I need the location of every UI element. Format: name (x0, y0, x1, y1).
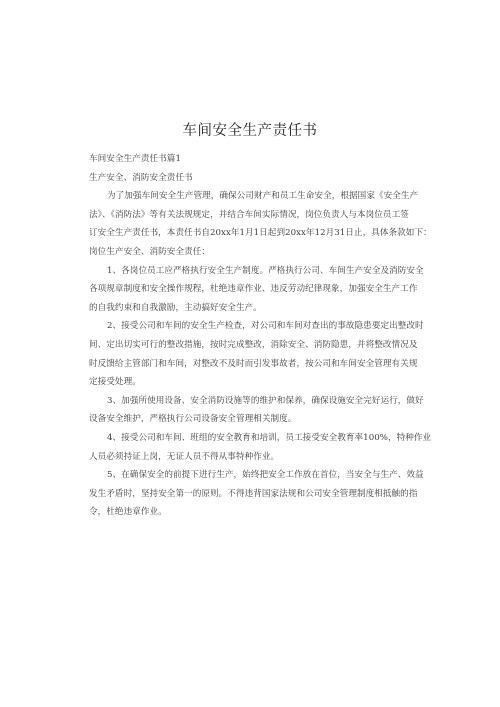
item-4-line: 4、接受公司和车间、班组的安全教育和培训，员工接受安全教育率100%，特种作业 (107, 432, 432, 443)
item-5-line: 5、在确保安全的前提下进行生产，始终把安全工作放在首位，当安全与生产、效益 (107, 470, 424, 481)
item-2-line: 时反馈给主管部门和车间，对整改不及时而引发事故者，按公司和车间安全管理有关规 (89, 358, 418, 369)
item-3-line: 设备安全维护，严格执行公司设备安全管理相关制度。 (89, 414, 297, 425)
item-3-line: 3、加强所使用设备、安全消防设施等的维护和保养，确保设施安全完好运行，做好 (107, 395, 424, 406)
item-2-line: 间、定出切实可行的整改措施，按时完成整改，消除安全、消防隐患，并将整改情况及 (89, 339, 418, 350)
item-1-line: 各项规章制度和安全操作规程，杜绝违章作业、违反劳动纪律现象，加强安全生产工作 (89, 284, 418, 295)
intro-line: 岗位生产安全、消防安全责任： (89, 246, 211, 257)
item-4-line: 人员必须持证上岗，无证人员不得从事特种作业。 (89, 451, 280, 462)
section-line: 生产安全、消防安全责任书 (89, 172, 193, 183)
item-1-line: 1、各岗位员工应严格执行安全生产制度。严格执行公司、车间生产安全及消防安全 (107, 265, 424, 276)
intro-line: 法》、《消防法》等有关法规规定，并结合车间实际情况，岗位负责人与本岗位员工签 (89, 209, 409, 220)
intro-line: 为了加强车间安全生产管理，确保公司财产和员工生命安全，根据国家《安全生产 (107, 191, 419, 202)
item-5-line: 令，杜绝违章作业。 (89, 507, 167, 518)
item-5-line: 发生矛盾时，坚持安全第一的原则。不得违背国家法规和公司安全管理制度相抵触的指 (89, 488, 418, 499)
item-2-line: 2、接受公司和车间的安全生产检查，对公司和车间对查出的事故隐患要定出整改时 (107, 321, 424, 332)
item-1-line: 的自我约束和自我激励，主动搞好安全生产。 (89, 302, 262, 313)
document-title: 车间安全生产责任书 (182, 123, 318, 139)
document-body (89, 150, 432, 522)
intro-line: 订安全生产责任书，本责任书自20xx年1月1日起到20xx年12月31日止，具体条款如下： (89, 228, 432, 239)
subtitle-line: 车间安全生产责任书篇1 (89, 154, 181, 164)
item-2-line: 定接受处理。 (89, 377, 141, 388)
